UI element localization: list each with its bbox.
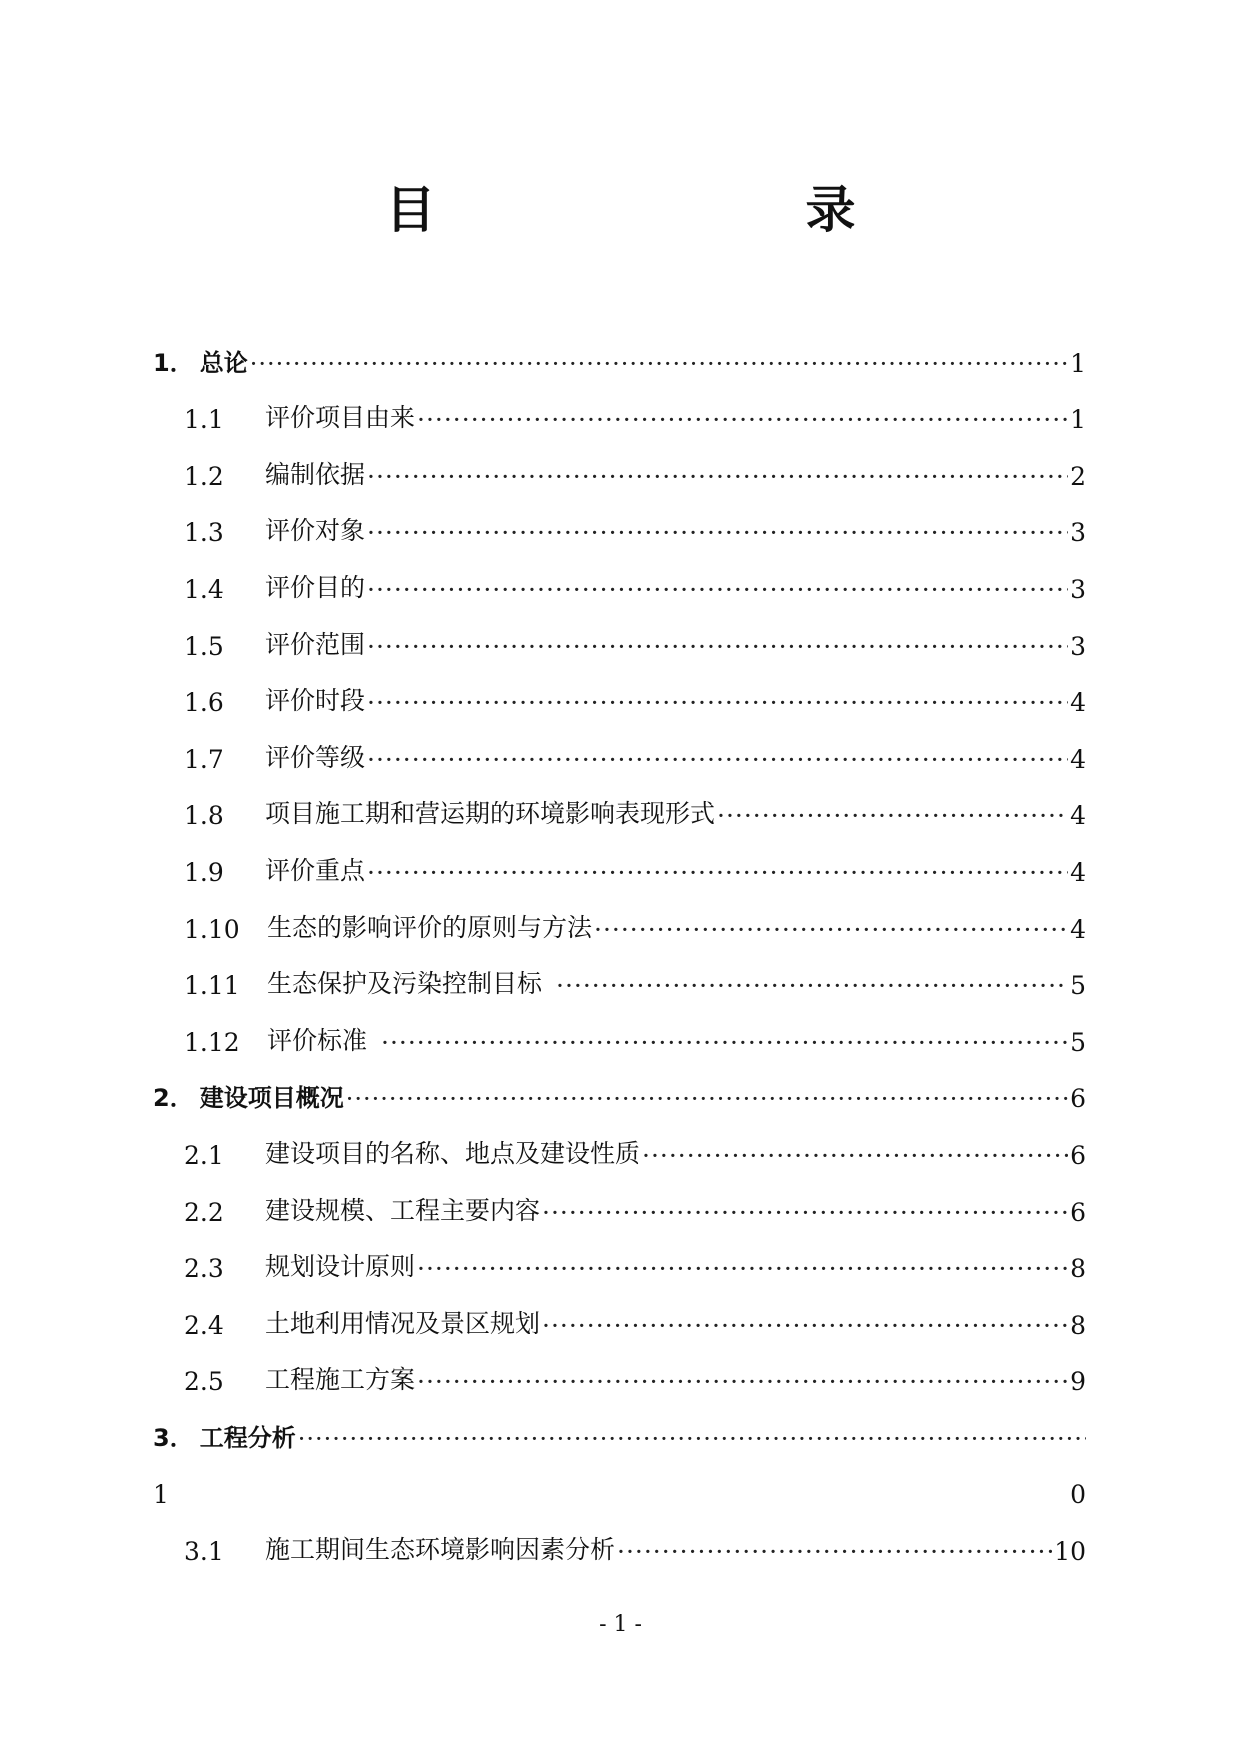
toc-entry[interactable]: [153, 547, 1086, 604]
toc-entry-number: 2.2: [184, 1197, 224, 1227]
dot-leader: [381, 1028, 1068, 1057]
dot-leader: [367, 632, 1068, 661]
toc-entry[interactable]: [153, 887, 1086, 944]
toc-entry-number: 3．: [153, 1423, 194, 1452]
toc-entry-page: 1: [1070, 348, 1086, 378]
toc-entry[interactable]: [153, 1113, 1086, 1170]
toc-entry[interactable]: [153, 1000, 1086, 1057]
toc-entry[interactable]: [153, 661, 1086, 718]
toc-entry-page: 9: [1070, 1367, 1086, 1397]
dot-leader: [298, 1425, 1086, 1453]
dot-leader: [367, 575, 1068, 604]
wrapped-page-number-right: 0: [1070, 1480, 1086, 1510]
toc-entry-number: 1.11: [184, 971, 240, 1001]
dot-leader: [642, 1141, 1068, 1170]
toc-entry-label: 建设规模、工程主要内容: [265, 1195, 541, 1225]
dot-leader: [367, 518, 1068, 547]
toc-entry-number: 1.7: [184, 744, 224, 774]
dot-leader: [250, 350, 1068, 378]
toc-entry-label: 评价时段: [265, 686, 366, 716]
toc-entry-label: 施工期间生态环境影响因素分析: [265, 1535, 616, 1565]
toc-entry[interactable]: [153, 434, 1086, 491]
dot-leader: [346, 1085, 1068, 1113]
toc-entry-page: 10: [1054, 1537, 1086, 1567]
wrapped-page-number-left: 1: [153, 1480, 169, 1510]
toc-entry-label: 评价标准: [267, 1025, 368, 1055]
toc-entry-page: 3: [1070, 518, 1086, 548]
toc-entry[interactable]: [153, 774, 1086, 831]
toc-entry-number: 2.5: [184, 1367, 224, 1397]
toc-entry-page: 2: [1070, 461, 1086, 491]
dot-leader: [717, 801, 1068, 830]
toc-entry[interactable]: [153, 1283, 1086, 1340]
toc-entry-label: 建设项目概况: [199, 1084, 344, 1113]
toc-entry-label: 评价对象: [265, 516, 366, 546]
toc-entry[interactable]: [153, 378, 1086, 435]
toc-entry[interactable]: [153, 1396, 1086, 1453]
toc-entry-number: 1.12: [184, 1027, 240, 1057]
toc-entry-page: 8: [1070, 1254, 1086, 1284]
dot-leader: [367, 462, 1068, 491]
toc-entry-number: 1.4: [184, 574, 224, 604]
toc-entry-label: 建设项目的名称、地点及建设性质: [265, 1138, 641, 1168]
toc-entry[interactable]: [153, 491, 1086, 548]
toc-entry-label: 工程分析: [199, 1423, 296, 1452]
toc-entry-number: 1.3: [184, 518, 224, 548]
wrapped-page-number: [153, 1453, 1086, 1510]
toc-entry-page: 4: [1070, 914, 1086, 944]
toc-entry-page: 4: [1070, 857, 1086, 887]
toc-entry-number: 1.9: [184, 857, 224, 887]
toc-entry-page: 6: [1070, 1084, 1086, 1114]
toc-entry-page: 6: [1070, 1197, 1086, 1227]
dot-leader: [417, 1254, 1068, 1283]
toc-entry-page: 4: [1070, 801, 1086, 831]
toc-entry-label: 评价重点: [265, 855, 366, 885]
toc-entry-page: 6: [1070, 1140, 1086, 1170]
toc-entry-number: 1.6: [184, 688, 224, 718]
toc-entry-page: 5: [1070, 971, 1086, 1001]
toc-entry[interactable]: [153, 1170, 1086, 1227]
toc-entry[interactable]: [153, 604, 1086, 661]
toc-entry-label: 生态保护及污染控制目标: [267, 969, 543, 999]
toc-entry-label: 评价目的: [265, 572, 366, 602]
toc-entry[interactable]: [153, 1057, 1086, 1114]
toc-entry-page: 4: [1070, 688, 1086, 718]
toc-entry[interactable]: [153, 1340, 1086, 1397]
dot-leader: [594, 915, 1068, 944]
toc-entry-page: 3: [1070, 631, 1086, 661]
toc-entry-label: 评价项目由来: [265, 403, 416, 433]
dot-leader: [367, 858, 1068, 887]
table-of-contents: [153, 321, 1086, 1566]
toc-entry-label: 总论: [199, 348, 248, 377]
page-title: 目 录: [385, 181, 946, 239]
dot-leader: [367, 688, 1068, 717]
toc-entry-label: 评价范围: [265, 629, 366, 659]
toc-entry-number: 2．: [153, 1084, 194, 1113]
toc-entry-page: 3: [1070, 574, 1086, 604]
toc-entry[interactable]: [153, 944, 1086, 1001]
toc-entry-label: 生态的影响评价的原则与方法: [267, 912, 593, 942]
dot-leader: [556, 971, 1068, 1000]
dot-leader: [417, 405, 1068, 434]
dot-leader: [617, 1537, 1052, 1566]
toc-entry-label: 编制依据: [265, 459, 366, 489]
toc-entry-page: 1: [1070, 405, 1086, 435]
toc-entry-number: 1.1: [184, 405, 224, 435]
toc-entry-number: 1.2: [184, 461, 224, 491]
page-number-footer: - 1 -: [599, 1612, 642, 1637]
toc-entry[interactable]: [153, 321, 1086, 378]
dot-leader: [367, 745, 1068, 774]
toc-entry-label: 评价等级: [265, 742, 366, 772]
toc-entry-number: 1.10: [184, 914, 240, 944]
toc-entry[interactable]: [153, 1509, 1086, 1566]
toc-entry-number: 2.1: [184, 1140, 224, 1170]
toc-entry-page: 8: [1070, 1310, 1086, 1340]
toc-entry-page: 4: [1070, 744, 1086, 774]
dot-leader: [417, 1367, 1068, 1396]
dot-leader: [542, 1311, 1068, 1340]
toc-entry-label: 项目施工期和营运期的环境影响表现形式: [265, 799, 716, 829]
toc-entry[interactable]: [153, 830, 1086, 887]
toc-entry-number: 1.5: [184, 631, 224, 661]
toc-entry-number: 1．: [153, 348, 194, 377]
toc-entry-number: 2.3: [184, 1254, 224, 1284]
toc-entry-number: 3.1: [184, 1537, 224, 1567]
toc-entry-label: 规划设计原则: [265, 1252, 416, 1282]
toc-entry[interactable]: [153, 1227, 1086, 1284]
toc-entry-number: 2.4: [184, 1310, 224, 1340]
toc-entry-label: 工程施工方案: [265, 1365, 416, 1395]
toc-entry-number: 1.8: [184, 801, 224, 831]
toc-entry-page: 5: [1070, 1027, 1086, 1057]
toc-entry-label: 土地利用情况及景区规划: [265, 1308, 541, 1338]
dot-leader: [542, 1198, 1068, 1227]
toc-entry[interactable]: [153, 717, 1086, 774]
